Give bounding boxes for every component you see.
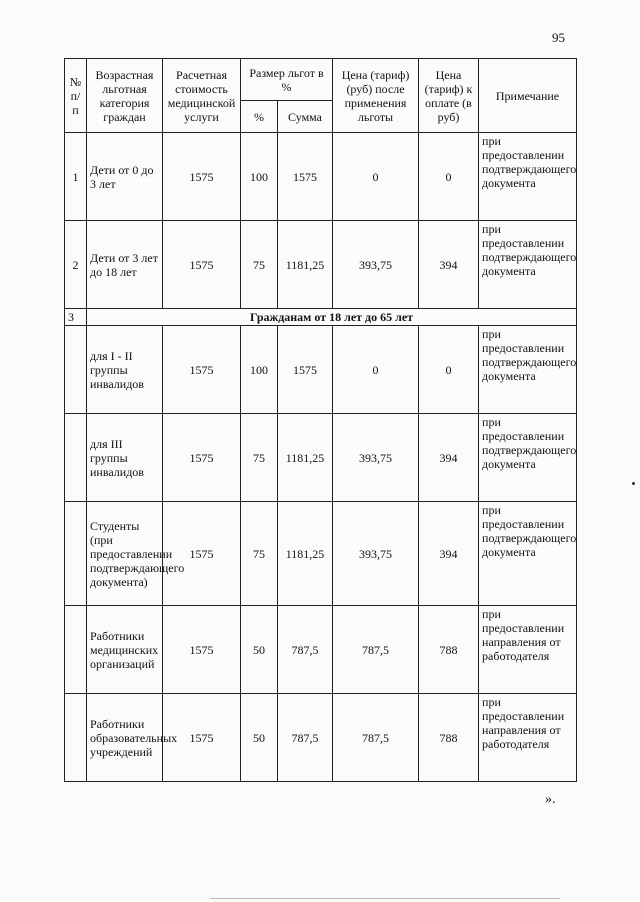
scan-artifact (632, 482, 635, 485)
row-price-pay: 0 (419, 326, 479, 414)
row-note: при предоставлении подтверждающего документа (479, 326, 577, 414)
row-price-after: 393,75 (333, 414, 419, 502)
row-num (65, 606, 87, 694)
header-price-pay: Цена (тариф) к оплате (в руб) (419, 59, 479, 133)
row-note: при предоставлении подтверждающего документа (479, 414, 577, 502)
row-price-after: 787,5 (333, 606, 419, 694)
row-note: при предоставлении подтверждающего документа (479, 221, 577, 309)
table-row (65, 502, 577, 606)
row-category: для I - II группы инвалидов (87, 326, 163, 414)
row-percent: 50 (241, 606, 278, 694)
table-row (65, 414, 577, 502)
row-cost: 1575 (163, 133, 241, 221)
page-number: 95 (552, 30, 565, 45)
header-price-after: Цена (тариф) (руб) после применения льготы (333, 59, 419, 133)
scan-edge-line (210, 898, 560, 899)
row-price-after: 0 (333, 326, 419, 414)
header-category: Возрастная льготная категория граждан (87, 59, 163, 133)
row-note: при предоставлении направления от работодателя (479, 606, 577, 694)
row-percent: 100 (241, 133, 278, 221)
row-cost: 1575 (163, 694, 241, 782)
row-cost: 1575 (163, 502, 241, 606)
header-note: Примечание (479, 59, 577, 133)
table-header (65, 59, 577, 133)
row-note: при предоставлении направления от работодателя (479, 694, 577, 782)
row-num (65, 414, 87, 502)
row-price-after: 0 (333, 133, 419, 221)
table-row (65, 694, 577, 782)
closing-quote: ». (545, 792, 556, 807)
row-price-pay: 788 (419, 694, 479, 782)
row-cost: 1575 (163, 221, 241, 309)
row-sum: 1575 (278, 326, 333, 414)
row-price-pay: 394 (419, 502, 479, 606)
row-sum: 1575 (278, 133, 333, 221)
table-row (65, 606, 577, 694)
row-cost: 1575 (163, 606, 241, 694)
row-sum: 1181,25 (278, 221, 333, 309)
row-price-pay: 788 (419, 606, 479, 694)
row-category: Работники образовательных учреждений (87, 694, 163, 782)
benefits-table (64, 58, 577, 782)
row-sum: 787,5 (278, 694, 333, 782)
table-row (65, 326, 577, 414)
row-price-after: 393,75 (333, 502, 419, 606)
row-note: при предоставлении подтверждающего документа (479, 133, 577, 221)
header-sum: Сумма (278, 101, 333, 133)
section-title: Гражданам от 18 лет до 65 лет (87, 309, 577, 326)
row-price-pay: 0 (419, 133, 479, 221)
row-num (65, 326, 87, 414)
row-category: Работники медицинских организаций (87, 606, 163, 694)
section-num: 3 (65, 309, 87, 326)
row-num (65, 502, 87, 606)
row-price-pay: 394 (419, 221, 479, 309)
header-num: № п/п (65, 59, 87, 133)
header-benefit: Размер льгот в % (241, 59, 333, 101)
row-price-after: 787,5 (333, 694, 419, 782)
row-sum: 1181,25 (278, 414, 333, 502)
row-category: для III группы инвалидов (87, 414, 163, 502)
row-sum: 1181,25 (278, 502, 333, 606)
section-row (65, 309, 577, 326)
row-percent: 75 (241, 502, 278, 606)
row-category: Студенты (при предоставлении подтверждающего документа) (87, 502, 163, 606)
row-price-after: 393,75 (333, 221, 419, 309)
header-cost: Расчетная стоимость медицинской услуги (163, 59, 241, 133)
row-percent: 50 (241, 694, 278, 782)
row-num: 2 (65, 221, 87, 309)
row-percent: 75 (241, 414, 278, 502)
row-category: Дети от 0 до 3 лет (87, 133, 163, 221)
row-percent: 100 (241, 326, 278, 414)
row-cost: 1575 (163, 326, 241, 414)
row-note: при предоставлении подтверждающего документа (479, 502, 577, 606)
row-price-pay: 394 (419, 414, 479, 502)
row-num: 1 (65, 133, 87, 221)
row-cost: 1575 (163, 414, 241, 502)
row-category: Дети от 3 лет до 18 лет (87, 221, 163, 309)
header-percent: % (241, 101, 278, 133)
table-row (65, 133, 577, 221)
row-num (65, 694, 87, 782)
table-row (65, 221, 577, 309)
row-percent: 75 (241, 221, 278, 309)
row-sum: 787,5 (278, 606, 333, 694)
